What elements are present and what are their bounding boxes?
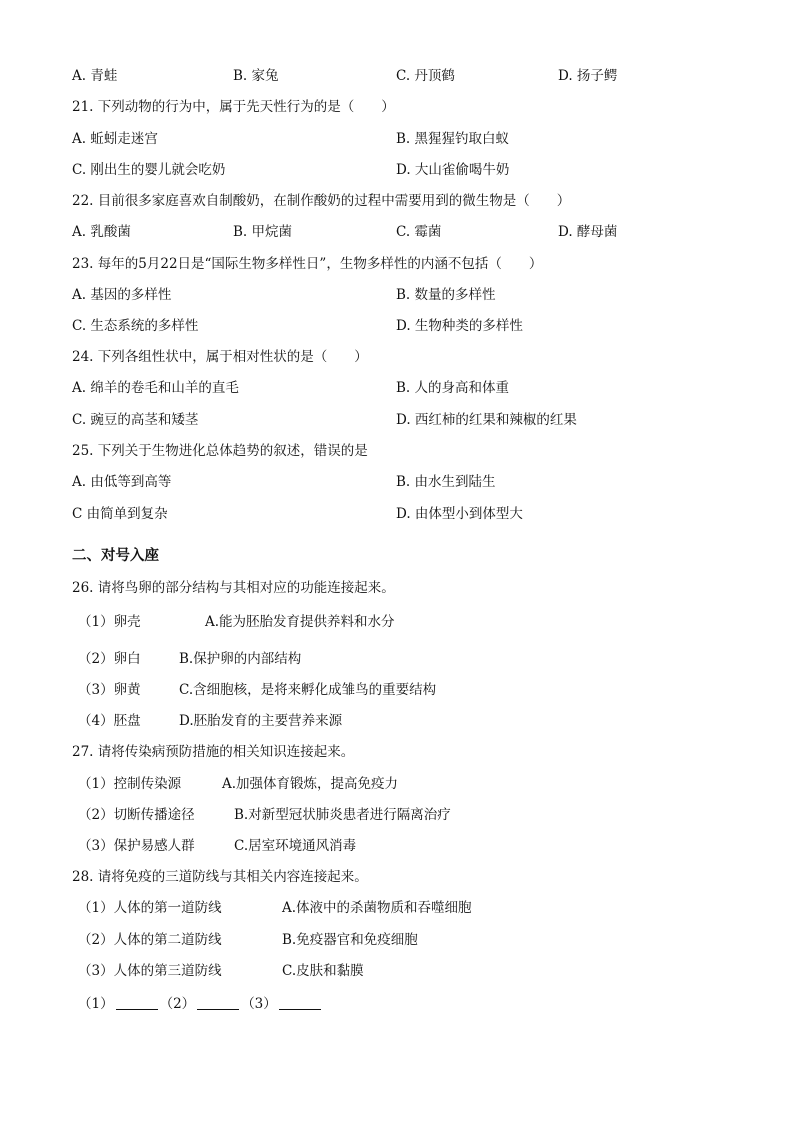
q27-item-3[interactable]: （3）保护易感人群 (78, 838, 195, 854)
q24-options-row-1 (72, 377, 722, 399)
q20-option-d[interactable]: D. 扬子鳄 (558, 68, 618, 84)
q23-options-row-2 (72, 315, 722, 337)
q28-answer-blank-3[interactable] (279, 995, 321, 1010)
q20-options-row (72, 65, 722, 87)
q28-function-a[interactable]: A.体液中的杀菌物质和吞噬细胞 (282, 900, 472, 916)
q26-stem: 26. 请将鸟卵的部分结构与其相对应的功能连接起来。 (72, 580, 395, 596)
q28-function-b[interactable]: B.免疫器官和免疫细胞 (282, 932, 418, 948)
q25-option-d[interactable]: D. 由体型小到体型大 (396, 506, 523, 522)
q27-row-2 (72, 804, 722, 826)
q27-item-2[interactable]: （2）切断传播途径 (78, 807, 195, 823)
q23-option-d[interactable]: D. 生物种类的多样性 (396, 318, 523, 334)
q24-option-c[interactable]: C. 豌豆的高茎和矮茎 (72, 412, 199, 428)
q28-item-2[interactable]: （2）人体的第二道防线 (78, 932, 222, 948)
q22-option-a[interactable]: A. 乳酸菌 (72, 224, 131, 240)
q23-option-b[interactable]: B. 数量的多样性 (396, 287, 496, 303)
q25-option-c[interactable]: C 由简单到复杂 (72, 506, 168, 522)
q27-item-1[interactable]: （1）控制传染源 (78, 776, 182, 792)
q26-function-a[interactable]: A.能为胚胎发育提供养料和水分 (205, 614, 395, 630)
q22-option-d[interactable]: D. 酵母菌 (558, 224, 618, 240)
q28-answer-blank-2[interactable] (197, 995, 239, 1010)
q26-function-d[interactable]: D.胚胎发育的主要营养来源 (179, 713, 343, 729)
q28-item-3[interactable]: （3）人体的第三道防线 (78, 963, 222, 979)
q28-answer-blank-1[interactable] (116, 995, 158, 1010)
q27-row-1 (72, 773, 722, 795)
q22-option-c[interactable]: C. 霉菌 (396, 224, 442, 240)
q21-options-row-2 (72, 159, 722, 181)
q28-answer-group (78, 993, 323, 1015)
q21-option-a[interactable]: A. 蚯蚓走迷宫 (72, 131, 158, 147)
q26-function-c[interactable]: C.含细胞核，是将来孵化成雏鸟的重要结构 (179, 682, 437, 698)
q26-row-4 (72, 710, 722, 732)
q23-option-c[interactable]: C. 生态系统的多样性 (72, 318, 199, 334)
q28-item-1[interactable]: （1）人体的第一道防线 (78, 900, 222, 916)
q26-item-3[interactable]: （3）卵黄 (78, 682, 141, 698)
q20-option-c[interactable]: C. 丹顶鹤 (396, 68, 455, 84)
q28-answer-row (72, 993, 722, 1015)
q28-answer-label-3: （3） (241, 996, 277, 1012)
q28-row-1 (72, 897, 722, 919)
q27-function-b[interactable]: B.对新型冠状肺炎患者进行隔离治疗 (234, 807, 451, 823)
q27-function-c[interactable]: C.居室环境通风消毒 (234, 838, 357, 854)
q26-row-3 (72, 679, 722, 701)
q23-options-row-1 (72, 284, 722, 306)
q24-options-row-2 (72, 409, 722, 431)
q23-option-a[interactable]: A. 基因的多样性 (72, 287, 172, 303)
q21-option-d[interactable]: D. 大山雀偷喝牛奶 (396, 162, 510, 178)
q26-row-2 (72, 648, 722, 670)
q26-function-b[interactable]: B.保护卵的内部结构 (179, 651, 302, 667)
q25-option-b[interactable]: B. 由水生到陆生 (396, 474, 496, 490)
q21-stem: 21. 下列动物的行为中，属于先天性行为的是（ ） (72, 99, 395, 115)
q25-options-row-2 (72, 503, 722, 525)
q24-option-d[interactable]: D. 西红柿的红果和辣椒的红果 (396, 412, 577, 428)
q26-item-1[interactable]: （1）卵壳 (78, 614, 141, 630)
q27-row-3 (72, 835, 722, 857)
q23-stem: 23. 每年的5月22日是“国际生物多样性日”，生物多样性的内涵不包括（ ） (72, 256, 543, 272)
q20-option-b[interactable]: B. 家兔 (233, 68, 279, 84)
q24-option-a[interactable]: A. 绵羊的卷毛和山羊的直毛 (72, 380, 239, 396)
q28-answer-label-2: （2） (159, 996, 196, 1012)
q20-option-a[interactable]: A. 青蛙 (72, 68, 118, 84)
q26-item-4[interactable]: （4）胚盘 (78, 713, 141, 729)
q27-stem: 27. 请将传染病预防措施的相关知识连接起来。 (72, 744, 355, 760)
q22-options-row (72, 221, 722, 243)
q28-answer-label-1: （1） (78, 996, 114, 1012)
q25-options-row-1 (72, 471, 722, 493)
q27-function-a[interactable]: A.加强体育锻炼，提高免疫力 (222, 776, 399, 792)
q26-item-2[interactable]: （2）卵白 (78, 651, 141, 667)
q22-option-b[interactable]: B. 甲烷菌 (233, 224, 293, 240)
q24-stem: 24. 下列各组性状中，属于相对性状的是（ ） (72, 349, 368, 365)
q24-option-b[interactable]: B. 人的身高和体重 (396, 380, 510, 396)
q21-option-b[interactable]: B. 黑猩猩钓取白蚁 (396, 131, 510, 147)
q21-options-row-1 (72, 128, 722, 150)
q21-option-c[interactable]: C. 刚出生的婴儿就会吃奶 (72, 162, 226, 178)
q25-stem: 25. 下列关于生物进化总体趋势的叙述，错误的是 (72, 443, 368, 459)
q25-option-a[interactable]: A. 由低等到高等 (72, 474, 172, 490)
q28-row-3 (72, 960, 722, 982)
q28-stem: 28. 请将免疫的三道防线与其相关内容连接起来。 (72, 869, 368, 885)
q28-row-2 (72, 929, 722, 951)
q26-row-1 (72, 611, 722, 633)
q28-function-c[interactable]: C.皮肤和黏膜 (282, 963, 364, 979)
q22-stem: 22. 目前很多家庭喜欢自制酸奶，在制作酸奶的过程中需要用到的微生物是（ ） (72, 193, 571, 209)
section-2-title: 二、对号入座 (72, 548, 159, 564)
